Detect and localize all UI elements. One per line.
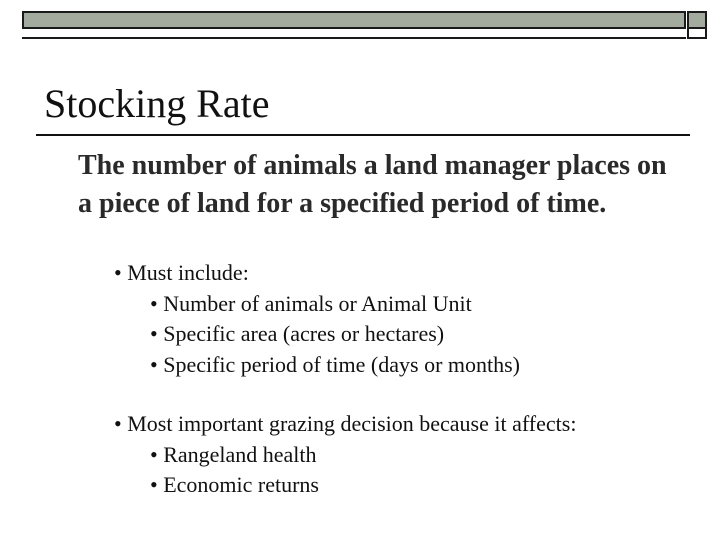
decorative-top-line: [22, 29, 686, 39]
bullet-most-important: • Most important grazing decision because it affects:: [114, 411, 577, 436]
sub-bullet-specific-area: • Specific area (acres or hectares): [150, 321, 445, 346]
sub-bullet-rangeland-health: • Rangeland health: [150, 442, 317, 467]
sub-bullet-number-of-animals: • Number of animals or Animal Unit: [150, 291, 472, 316]
decorative-corner-square-fill: [687, 11, 707, 29]
definition-text: The number of animals a land manager places on a piece of land for a specified period of time.: [78, 150, 667, 219]
title-divider: [36, 134, 690, 136]
bullet-must-include: • Must include:: [114, 260, 249, 285]
sub-bullet-economic-returns: • Economic returns: [150, 472, 319, 497]
decorative-top-bar: [22, 11, 686, 29]
slide-title: Stocking Rate: [44, 81, 270, 126]
sub-bullet-specific-period: • Specific period of time (days or months): [150, 352, 521, 377]
